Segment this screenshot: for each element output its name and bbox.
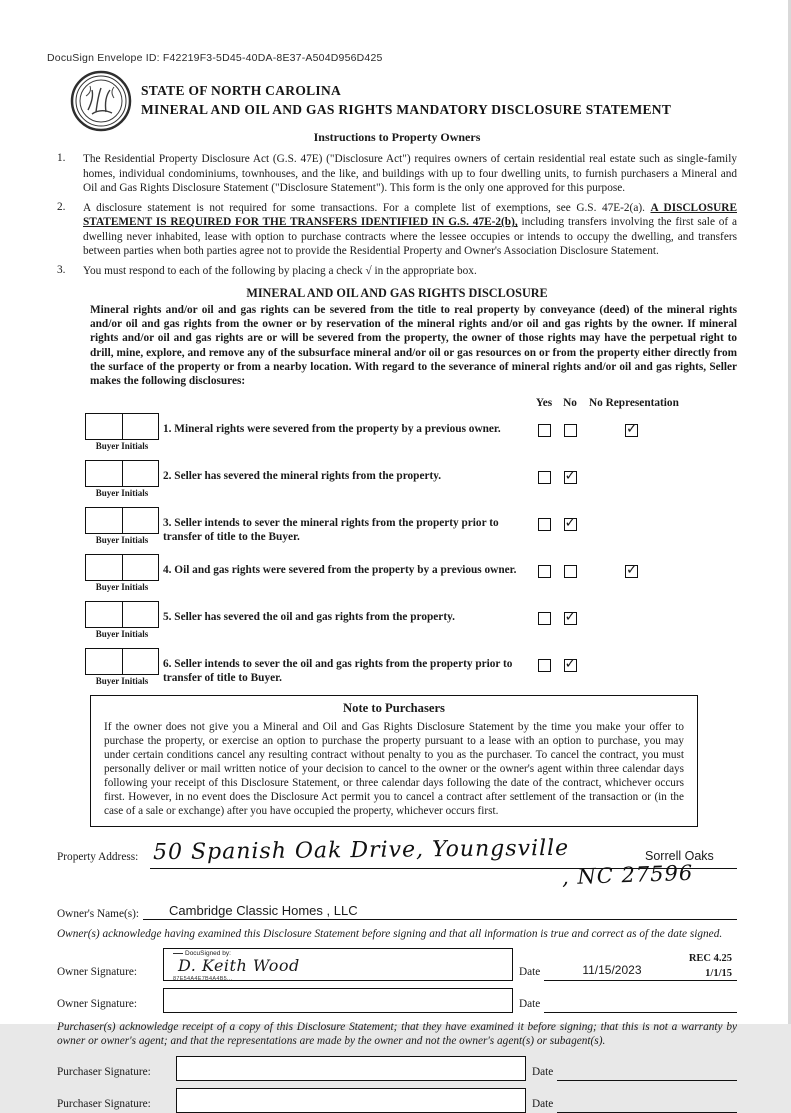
checkbox-no[interactable] <box>564 565 577 578</box>
form-title-block <box>141 82 671 120</box>
purchaser-signature-label: Purchaser Signature: <box>57 1097 151 1110</box>
property-address-section <box>57 835 737 891</box>
instructions-heading: Instructions to Property Owners <box>313 130 481 144</box>
nc-state-seal-icon <box>70 70 132 132</box>
instruction-item <box>57 152 737 196</box>
date-label: Date <box>519 998 541 1011</box>
item-number: 1. <box>57 152 66 164</box>
purchaser-acknowledgment: Purchaser(s) acknowledge receipt of a copy of this Disclosure Statement; that they have examined it before signing; that this is not a warranty by owner or owner's agent; and that the representations are made by the owner and not the owner's agent(s) or subagent(s). <box>57 1021 737 1048</box>
yes-header: Yes <box>535 396 553 409</box>
item-text: The Residential Property Disclosure Act (G.S. 47E) ("Disclosure Act") requires owners of certain residential real estate such as single-family homes, individual condominiums, townhouses, and the like, and buildings with up to four dwelling units, to furnish purchasers a Mineral and Oil and Gas Rights Disclosure Statement ("Disclosure Statement"). This form is the only one approved for this purpose. <box>83 153 737 195</box>
form-footer <box>689 952 732 981</box>
form-body <box>57 130 737 1113</box>
buyer-initials-box[interactable] <box>85 507 159 534</box>
date-label: Date <box>519 966 541 979</box>
owner-signature-field-2[interactable] <box>163 988 513 1013</box>
check-mark-icon: ✓ <box>564 514 577 531</box>
buyer-initials-label: Buyer Initials <box>95 534 149 545</box>
date-label: Date <box>532 1065 554 1078</box>
buyer-initials-label: Buyer Initials <box>95 440 149 451</box>
buyer-initials-box[interactable] <box>85 554 159 581</box>
buyer-initials-label: Buyer Initials <box>95 628 149 639</box>
owner-signature-field-1[interactable] <box>163 948 513 981</box>
property-address-handwritten-2: , NC 27596 <box>561 860 694 890</box>
buyer-initials-label: Buyer Initials <box>95 487 149 498</box>
buyer-initials-box[interactable] <box>85 460 159 487</box>
docusign-envelope-id: DocuSign Envelope ID: F42219F3-5D45-40DA-8E37-A504D956D425 <box>47 52 383 64</box>
owner-signature-row-2 <box>57 988 737 1013</box>
check-mark-icon: ✓ <box>564 467 577 484</box>
owner-signature-script: D. Keith Wood <box>178 956 300 976</box>
check-mark-icon: ✓ <box>564 655 577 672</box>
buyer-initials-box[interactable] <box>85 648 159 675</box>
question-text: 5. Seller has severed the oil and gas rights from the property. <box>163 610 455 623</box>
owner-name-field[interactable] <box>143 903 737 920</box>
docusign-stamp-label: DocuSigned by: <box>173 950 231 957</box>
disclosure-row <box>57 460 737 498</box>
checkbox-yes[interactable] <box>538 518 551 531</box>
property-address-label: Property Address: <box>57 850 139 863</box>
question-text: 3. Seller intends to sever the mineral rights from the property prior to transfer of title to the Buyer. <box>163 516 499 543</box>
checkbox-yes[interactable] <box>538 659 551 672</box>
disclosure-heading: MINERAL AND OIL AND GAS RIGHTS DISCLOSURE <box>246 285 548 300</box>
purchaser-signature-field-1[interactable] <box>176 1056 526 1081</box>
purchaser-signature-field-2[interactable] <box>176 1088 526 1113</box>
no-header: No <box>563 396 577 409</box>
instruction-item <box>57 201 737 259</box>
checkbox-no[interactable] <box>564 514 577 531</box>
question-text: 2. Seller has severed the mineral rights from the property. <box>163 469 442 482</box>
checkbox-yes[interactable] <box>538 612 551 625</box>
date-field[interactable] <box>557 1097 737 1113</box>
buyer-initials-box[interactable] <box>85 413 159 440</box>
buyer-initials-label: Buyer Initials <box>95 675 149 686</box>
check-mark-icon: ✓ <box>564 608 577 625</box>
buyer-initials-box[interactable] <box>85 601 159 628</box>
note-to-purchasers-box <box>90 695 698 827</box>
checkbox-yes[interactable] <box>538 565 551 578</box>
question-text: 4. Oil and gas rights were severed from the property by a previous owner. <box>163 563 517 576</box>
state-title: STATE OF NORTH CAROLINA <box>141 83 342 99</box>
check-mark-icon: ✓ <box>626 561 638 578</box>
disclosure-row <box>57 554 737 592</box>
checkbox-yes[interactable] <box>538 424 551 437</box>
question-text: 6. Seller intends to sever the oil and gas rights from the property prior to transfer of title to Buyer. <box>163 657 513 684</box>
item-text: A disclosure statement is not required for some transactions. For a complete list of exemptions, see G.S. 47E-2(a). A DISCLOSURE STATEMENT IS REQUIRED FOR THE TRANSFERS IDENTIFIED IN G.S. 47E-2(b), including transfers involving the first sale of a dwelling never inhabited, lease with option to purchase contracts where the lessee occupies or intends to occupy the dwelling, and transfers between parties when both parties agree not to provide the Residential Property and Owner's Association Disclosure Statement. <box>83 201 737 258</box>
owner-signature-row-1 <box>57 948 737 981</box>
answer-column-headers <box>57 397 737 409</box>
instruction-item <box>57 264 737 279</box>
subdivision-name: Sorrell Oaks <box>645 848 714 863</box>
item-number: 3. <box>57 263 66 276</box>
checkbox-yes[interactable] <box>538 471 551 484</box>
checkbox-no[interactable] <box>564 424 577 437</box>
purchaser-signature-row-2 <box>57 1088 737 1113</box>
date-field[interactable] <box>557 1065 737 1081</box>
checkbox-no[interactable] <box>564 655 577 672</box>
checkbox-no-representation[interactable] <box>625 561 638 578</box>
check-mark-icon: ✓ <box>626 420 638 437</box>
date-label: Date <box>532 1097 554 1110</box>
form-title: MINERAL AND OIL AND GAS RIGHTS MANDATORY DISCLOSURE STATEMENT <box>141 102 672 117</box>
owner-signature-label: Owner Signature: <box>57 966 137 979</box>
question-text: 1. Mineral rights were severed from the property by a previous owner. <box>163 422 501 435</box>
owner-acknowledgment: Owner(s) acknowledge having examined this Disclosure Statement before signing and that all information is true and correct as of the date signed. <box>57 927 723 940</box>
form-revision-date: 1/1/15 <box>705 967 732 979</box>
owner-name-section <box>57 903 737 920</box>
owner-signature-label: Owner Signature: <box>57 998 137 1011</box>
purchaser-signature-row-1 <box>57 1056 737 1081</box>
disclosure-paragraph: Mineral rights and/or oil and gas rights can be severed from the title to real property by conveyance (deed) of the mineral rights and/or oil and gas rights from the owner or by reservation of the mineral rights and/or oil and gas rights by the owner. If mineral rights and/or oil and gas rights are or will be severed from the property, the owner of those rights may have the perpetual right to drill, mine, explore, and remove any of the subsurface mineral and/or oil or gas resources on or from the property either directly from the surface of the property or from a nearby location. With regard to the severance of mineral rights and/or oil and gas rights, Seller makes the following disclosures: <box>90 303 737 388</box>
item-text: You must respond to each of the following by placing a check √ in the appropriate box. <box>83 264 477 277</box>
purchaser-signature-label: Purchaser Signature: <box>57 1065 151 1078</box>
owner-name-label: Owner's Name(s): <box>57 907 140 920</box>
disclosure-row <box>57 413 737 451</box>
note-heading: Note to Purchasers <box>343 700 445 715</box>
owner-signature-date-value: 11/15/2023 <box>582 963 642 978</box>
no-representation-header: No Representation <box>589 396 679 409</box>
note-body: If the owner does not give you a Mineral and Oil and Gas Rights Disclosure Statement by the time you make your offer to purchase the property, or exercise an option to purchase the property pursuant to a lease with an option to purchase, you may under certain conditions cancel any resulting contract without penalty to you as the purchaser. To cancel the contract, you must personally deliver or mail written notice of your decision to cancel to the owner or the owner's agent within three calendar days following your receipt of this Disclosure Statement, or three calendar days following the date of the contract, whichever occurs first. However, in no event does the Disclosure Act permit you to cancel a contract after settlement of the transaction or (in the case of a sale or exchange) after you have occupied the property, whichever occurs first. <box>104 720 684 817</box>
checkbox-no-representation[interactable] <box>625 420 638 437</box>
disclosure-row <box>57 601 737 639</box>
buyer-initials-label: Buyer Initials <box>95 581 149 592</box>
date-field[interactable] <box>544 997 737 1013</box>
form-code: REC 4.25 <box>688 953 732 964</box>
checkbox-no[interactable] <box>564 467 577 484</box>
owner-name-value: Cambridge Classic Homes , LLC <box>169 902 358 918</box>
disclosure-row <box>57 648 737 686</box>
disclosure-row <box>57 507 737 545</box>
checkbox-no[interactable] <box>564 608 577 625</box>
item-number: 2. <box>57 200 66 213</box>
property-address-handwritten: 50 Spanish Oak Drive, Youngsville <box>152 835 570 866</box>
form-header <box>70 70 671 132</box>
docusign-signature-id: 87E54A4E7B4A4B5... <box>173 976 233 983</box>
